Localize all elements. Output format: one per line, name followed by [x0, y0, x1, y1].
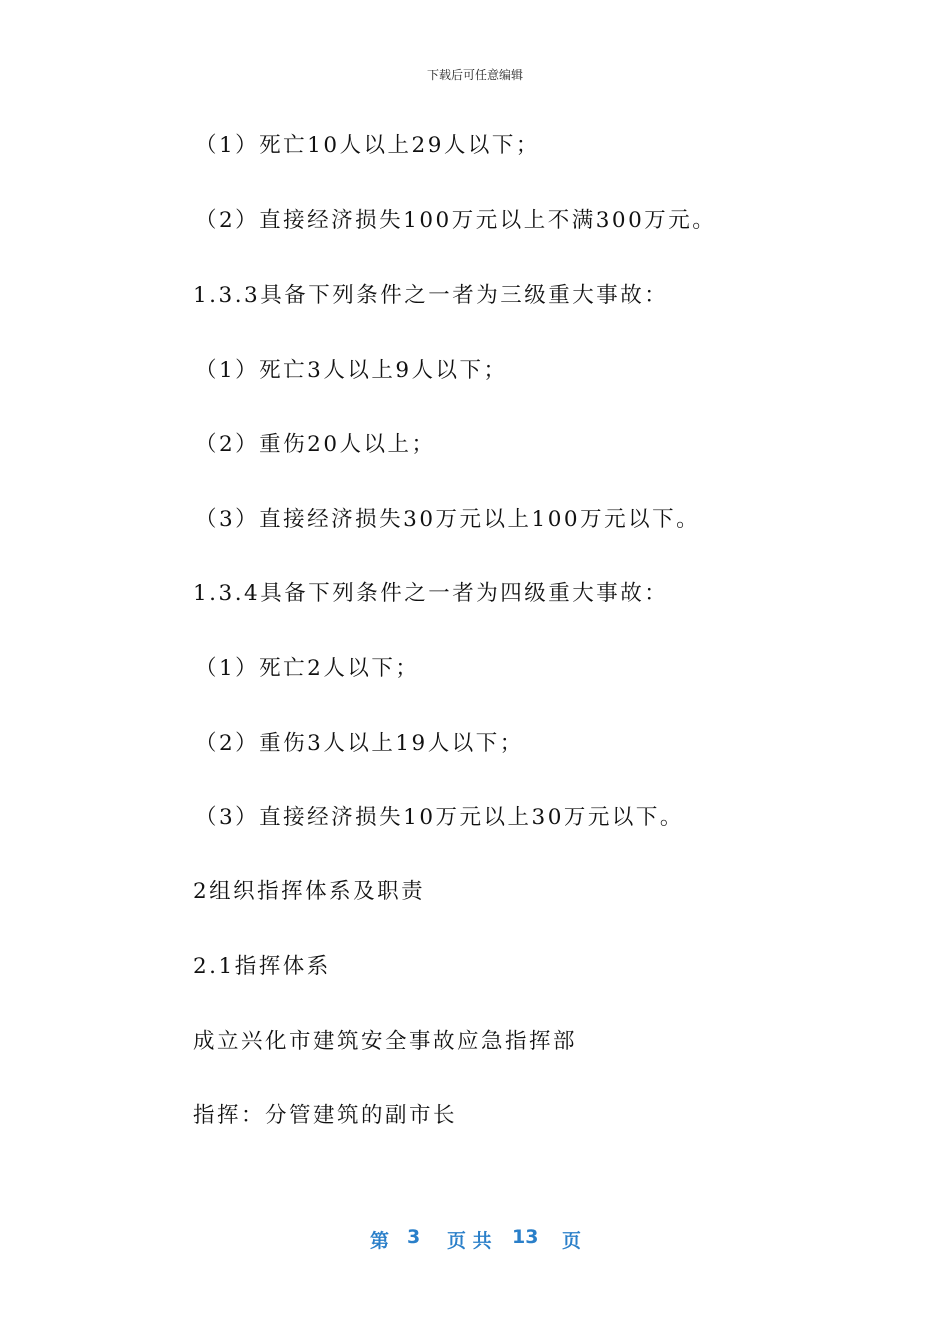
- paragraph-line: （1）死亡10人以上29人以下；: [195, 133, 540, 158]
- section-heading-1-3-3: 1.3.3具备下列条件之一者为三级重大事故：: [193, 283, 669, 308]
- paragraph-line: （2）直接经济损失100万元以上不满300万元。: [195, 208, 717, 233]
- paragraph-line: （1）死亡3人以上9人以下；: [195, 358, 508, 383]
- footer-total-pages: 13: [512, 1226, 539, 1248]
- paragraph-line: （2）重伤3人以上19人以下；: [195, 731, 524, 756]
- paragraph-line: （1）死亡2人以下；: [195, 656, 420, 681]
- paragraph-line: 指挥：分管建筑的副市长: [193, 1103, 458, 1128]
- page-footer: [0, 1226, 950, 1252]
- paragraph-line: （3）直接经济损失30万元以上100万元以下。: [195, 507, 701, 532]
- page-header-note: 下载后可任意编辑: [426, 68, 523, 82]
- section-heading-2: 2组织指挥体系及职责: [193, 879, 426, 904]
- section-heading-1-3-4: 1.3.4具备下列条件之一者为四级重大事故：: [193, 581, 669, 606]
- footer-page-mid: 页 共: [447, 1230, 492, 1252]
- paragraph-line: （2）重伤20人以上；: [195, 432, 436, 457]
- footer-current-page: 3: [407, 1226, 421, 1248]
- footer-page-prefix: 第: [370, 1230, 390, 1252]
- paragraph-line: （3）直接经济损失10万元以上30万元以下。: [195, 805, 684, 830]
- paragraph-line: 成立兴化市建筑安全事故应急指挥部: [193, 1029, 578, 1054]
- footer-page-suffix: 页: [562, 1230, 582, 1252]
- section-heading-2-1: 2.1指挥体系: [193, 954, 331, 979]
